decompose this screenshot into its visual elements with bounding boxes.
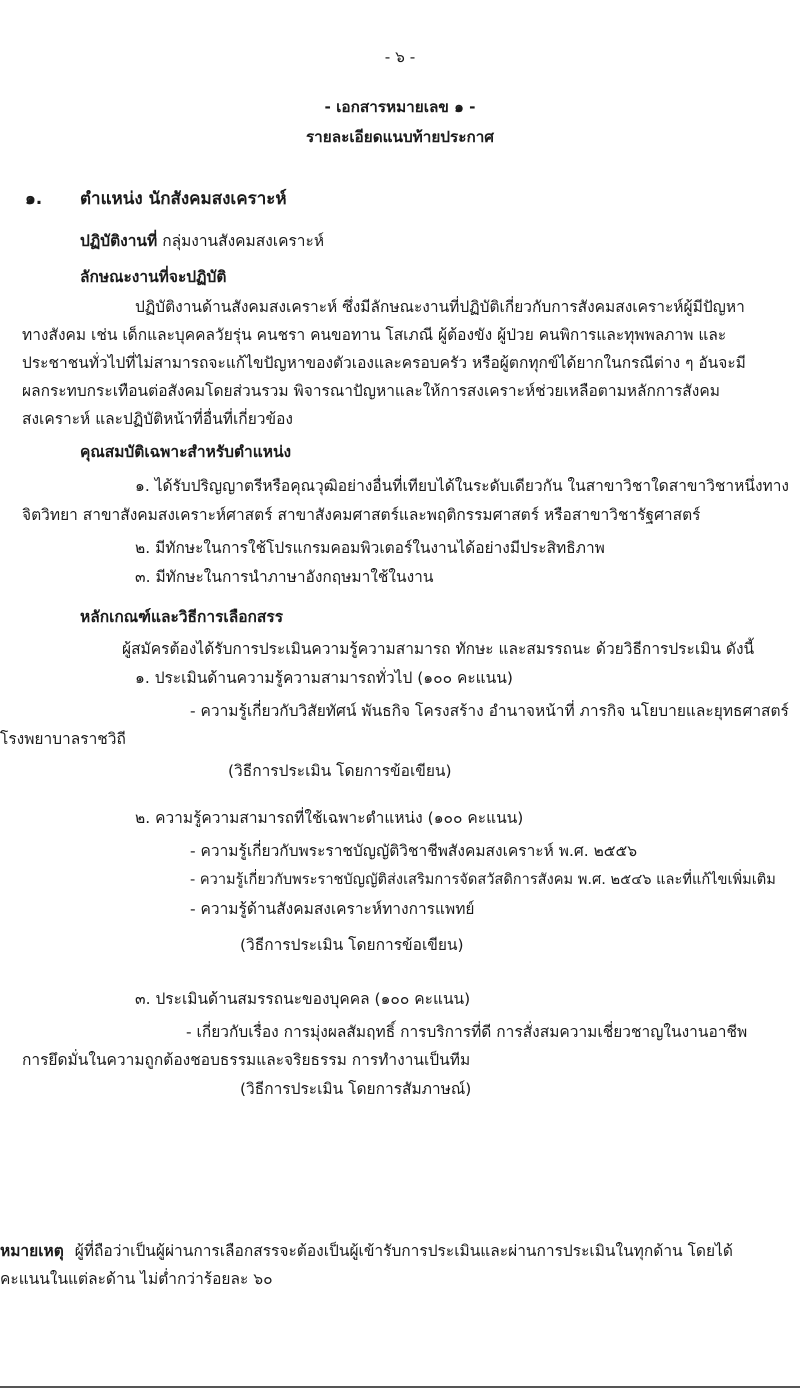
qualification-2: ๒. มีทักษะในการใช้โปรแกรมคอมพิวเตอร์ในงานได้อย่างมีประสิทธิภาพ: [135, 539, 605, 557]
section-2-line-1: - ความรู้เกี่ยวกับพระราชบัญญัติวิชาชีพสังคมสงเคราะห์ พ.ศ. ๒๕๕๖: [190, 842, 638, 860]
criteria-heading: หลักเกณฑ์และวิธีการเลือกสรร: [80, 608, 284, 626]
section-1-title: ๑. ประเมินด้านความรู้ความสามารถทั่วไป (๑๐๐ คะแนน): [135, 669, 513, 687]
note-row: [0, 1240, 733, 1262]
workplace-value: กลุ่มงานสังคมสงเคราะห์: [162, 232, 325, 250]
workplace-label: ปฏิบัติงานที่: [80, 232, 158, 250]
job-line-5: สงเคราะห์ และปฏิบัติหน้าที่อื่นที่เกี่ยวข้อง: [22, 410, 293, 428]
qualification-3: ๓. มีทักษะในการนำภาษาอังกฤษมาใช้ในงาน: [135, 568, 434, 586]
qualification-1-line-2: จิตวิทยา สาขาสังคมสงเคราะห์ศาสตร์ สาขาสังคมศาสตร์และพฤติกรรมศาสตร์ หรือสาขาวิชารัฐศาสตร์: [22, 506, 701, 524]
note-line-2: คะแนนในแต่ละด้าน ไม่ต่ำกว่าร้อยละ ๖๐: [0, 1270, 273, 1288]
section-3-method: (วิธีการประเมิน โดยการสัมภาษณ์): [240, 1080, 472, 1098]
job-line-1: ปฏิบัติงานด้านสังคมสงเคราะห์ ซึ่งมีลักษณะงานที่ปฏิบัติเกี่ยวกับการสังคมสงเคราะห์ผู้มีปัญหา: [135, 298, 745, 316]
section-1-line-2: โรงพยาบาลราชวิถี: [0, 730, 126, 748]
section-2-method: (วิธีการประเมิน โดยการข้อเขียน): [240, 936, 464, 954]
qualifications-heading: คุณสมบัติเฉพาะสำหรับตำแหน่ง: [80, 443, 292, 461]
position-title: ตำแหน่ง นักสังคมสงเคราะห์: [80, 189, 287, 209]
section-3-title: ๓. ประเมินด้านสมรรถนะของบุคคล (๑๐๐ คะแนน): [135, 990, 471, 1008]
job-heading: ลักษณะงานที่จะปฏิบัติ: [80, 268, 227, 286]
note-line-1: ผู้ที่ถือว่าเป็นผู้ผ่านการเลือกสรรจะต้องเป็นผู้เข้ารับการประเมินและผ่านการประเมินในทุกด้าน โดยได้: [74, 1242, 733, 1260]
section-2-title: ๒. ความรู้ความสามารถที่ใช้เฉพาะตำแหน่ง (๑๐๐ คะแนน): [135, 809, 524, 827]
job-line-4: ผลกระทบกระเทือนต่อสังคมโดยส่วนรวม พิจารณาปัญหาและให้การสงเคราะห์ช่วยเหลือตามหลักการสังคม: [22, 382, 720, 400]
qualification-1-line-1: ๑. ได้รับปริญญาตรีหรือคุณวุฒิอย่างอื่นที่เทียบได้ในระดับเดียวกัน ในสาขาวิชาใดสาขาวิชาหนึ่งทาง: [135, 477, 790, 495]
job-line-2: ทางสังคม เช่น เด็กและบุคคลวัยรุ่น คนชรา คนขอทาน โสเภณี ผู้ต้องขัง ผู้ป่วย คนพิการและทุพพลภาพ และ: [22, 326, 727, 344]
criteria-intro: ผู้สมัครต้องได้รับการประเมินความรู้ความสามารถ ทักษะ และสมรรถนะ ด้วยวิธีการประเมิน ดังนี้: [122, 640, 755, 658]
section-2-line-2: - ความรู้เกี่ยวกับพระราชบัญญัติส่งเสริมการจัดสวัสดิการสังคม พ.ศ. ๒๕๔๖ และที่แก้ไขเพิ่มเติม: [190, 871, 776, 888]
document-number: - เอกสารหมายเลข ๑ -: [324, 98, 476, 116]
section-2-line-3: - ความรู้ด้านสังคมสงเคราะห์ทางการแพทย์: [190, 900, 475, 918]
section-1-line-1: - ความรู้เกี่ยวกับวิสัยทัศน์ พันธกิจ โครงสร้าง อำนาจหน้าที่ ภารกิจ นโยบายและยุทธศาสตร์: [190, 702, 789, 720]
position-number: ๑.: [25, 189, 43, 209]
section-3-line-1: - เกี่ยวกับเรื่อง การมุ่งผลสัมฤทธิ์ การบริการที่ดี การสั่งสมความเชี่ยวชาญในงานอาชีพ: [186, 1023, 748, 1041]
document-subtitle: รายละเอียดแนบท้ายประกาศ: [305, 128, 495, 146]
workplace-row: [80, 230, 324, 252]
section-1-method: (วิธีการประเมิน โดยการข้อเขียน): [228, 762, 452, 780]
bottom-scan-edge: [0, 1386, 800, 1388]
section-3-line-2: การยึดมั่นในความถูกต้องชอบธรรมและจริยธรรม การทำงานเป็นทีม: [22, 1051, 471, 1069]
page-number: - ๖ -: [384, 48, 416, 66]
job-line-3: ประชาชนทั่วไปที่ไม่สามารถจะแก้ไขปัญหาของตัวเองและครอบครัว หรือผู้ตกทุกข์ได้ยากในกรณีต่าง ๆ อันจะมี: [22, 354, 746, 372]
note-label: หมายเหตุ: [0, 1242, 64, 1260]
